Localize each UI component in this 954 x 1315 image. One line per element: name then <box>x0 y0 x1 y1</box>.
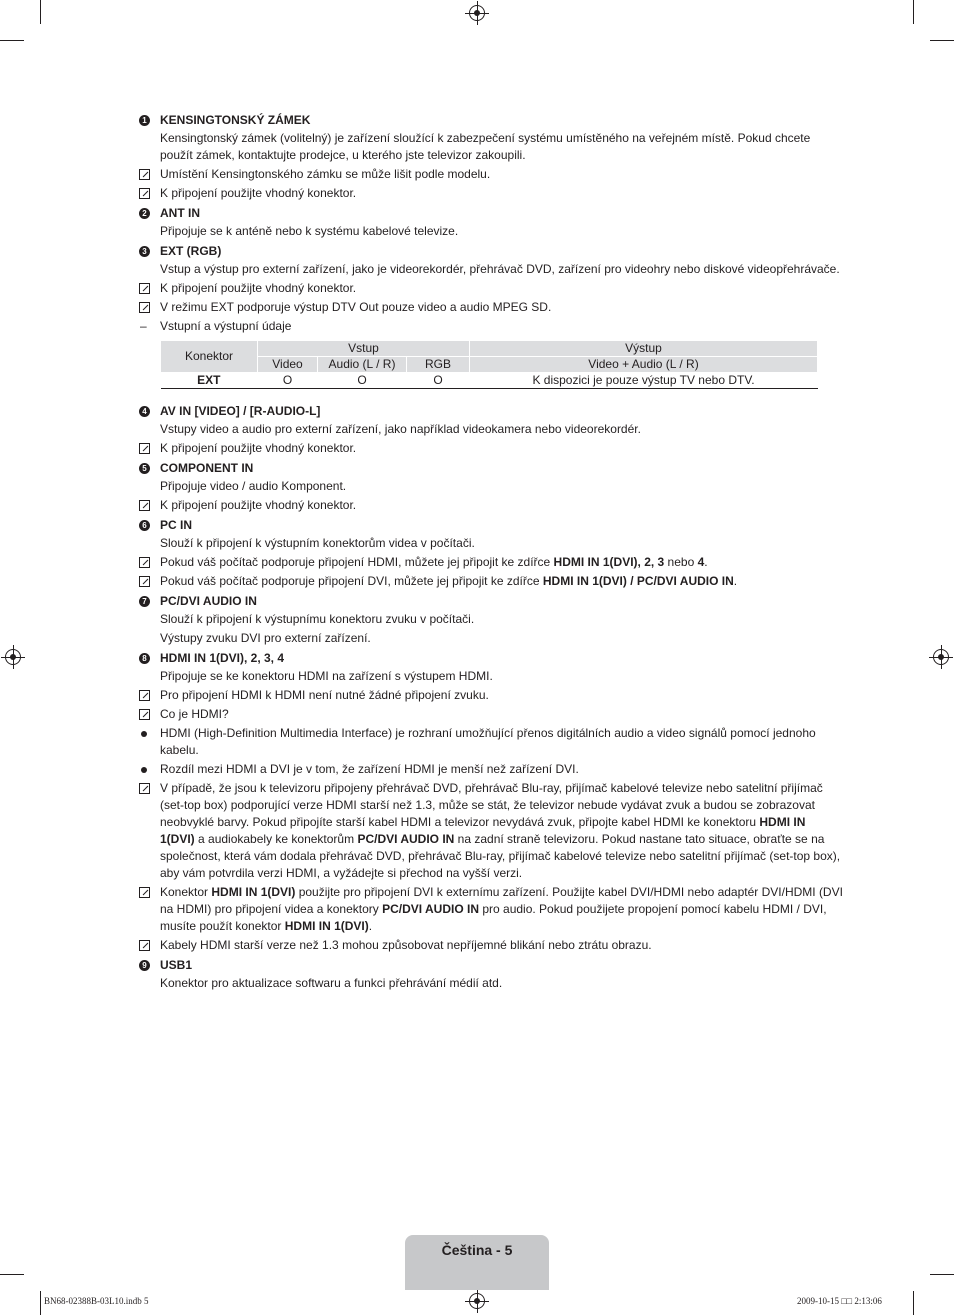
section-title: COMPONENT IN <box>160 461 254 475</box>
number-badge-icon: 5 <box>139 463 150 474</box>
table-cell: EXT <box>161 373 258 389</box>
page-number: Čeština - 5 <box>441 1242 513 1258</box>
note-icon <box>139 302 150 313</box>
section-title: AV IN [VIDEO] / [R-AUDIO-L] <box>160 404 321 418</box>
note-icon <box>139 169 150 180</box>
registration-mark-icon <box>469 5 485 21</box>
crop-mark <box>930 40 954 41</box>
note-icon <box>139 500 150 511</box>
number-badge-icon: 1 <box>139 115 150 126</box>
note: Kabely HDMI starší verze než 1.3 mohou způsobovat nepříjemné blikání nebo ztrátu obrazu. <box>137 937 843 954</box>
number-badge-icon: 9 <box>139 960 150 971</box>
registration-mark-icon <box>469 1293 485 1309</box>
note-icon <box>139 443 150 454</box>
section-kensington <box>137 112 843 164</box>
note: Co je HDMI? <box>137 706 843 723</box>
crop-mark <box>913 1291 914 1315</box>
note: Pokud váš počítač podporuje připojení DVI, můžete jej připojit ke zdířce HDMI IN 1(DVI) / PC/DVI AUDIO IN. <box>137 573 843 590</box>
print-slug-file: BN68-02388B-03L10.indb 5 <box>44 1296 149 1306</box>
table-header-rgb: RGB <box>407 357 470 373</box>
note: K připojení použijte vhodný konektor. <box>137 497 843 514</box>
note: Konektor HDMI IN 1(DVI) použijte pro připojení DVI k externímu zařízení. Použijte kabel DVI/HDMI nebo adaptér DVI/HDMI (DVI na HDMI) pro připojení videa a konektory PC/DVI AUDIO IN pro audio. Pokud použijete propojení pomocí kabelu HDMI / DVI, musíte použít konektor HDMI IN 1(DVI). <box>137 884 843 935</box>
table-row <box>161 373 818 389</box>
note-icon <box>139 557 150 568</box>
table-cell: K dispozici je pouze výstup TV nebo DTV. <box>470 373 818 389</box>
section-title: ANT IN <box>160 206 200 220</box>
note: K připojení použijte vhodný konektor. <box>137 280 843 297</box>
dash-item: – Vstupní a výstupní údaje <box>140 319 292 333</box>
section-title: EXT (RGB) <box>160 244 222 258</box>
bullet-icon <box>141 731 147 737</box>
section-title: PC/DVI AUDIO IN <box>160 594 257 608</box>
registration-mark-icon <box>5 649 21 665</box>
manual-content <box>137 109 843 994</box>
section-description: Slouží k připojení k výstupnímu konektoru zvuku v počítači. <box>160 612 475 626</box>
note: K připojení použijte vhodný konektor. <box>137 185 843 202</box>
io-table <box>160 341 818 389</box>
number-badge-icon: 2 <box>139 208 150 219</box>
section-description: Připojuje se k anténě nebo k systému kabelové televize. <box>160 224 459 238</box>
section-title: KENSINGTONSKÝ ZÁMEK <box>160 113 311 127</box>
note-icon <box>139 188 150 199</box>
crop-mark <box>0 1274 24 1275</box>
section-title: HDMI IN 1(DVI), 2, 3, 4 <box>160 651 285 665</box>
table-header-video: Video <box>258 357 318 373</box>
table-cell: O <box>407 373 470 389</box>
note-icon <box>139 709 150 720</box>
section-description: Vstup a výstup pro externí zařízení, jako je videorekordér, přehrávač DVD, zařízení pro videohry nebo diskové videopřehrávače. <box>160 262 840 276</box>
crop-mark <box>40 0 41 24</box>
table-header-audio: Audio (L / R) <box>318 357 407 373</box>
crop-mark <box>930 1274 954 1275</box>
note-icon <box>139 576 150 587</box>
number-badge-icon: 8 <box>139 653 150 664</box>
note-icon <box>139 783 150 794</box>
section-ext-rgb <box>137 243 843 278</box>
section-description: Konektor pro aktualizace softwaru a funkci přehrávání médií atd. <box>160 976 503 990</box>
section-title: PC IN <box>160 518 193 532</box>
section-description: Připojuje se ke konektoru HDMI na zařízení s výstupem HDMI. <box>160 669 493 683</box>
section-pc-dvi-audio-in <box>137 593 843 647</box>
registration-mark-icon <box>933 649 949 665</box>
crop-mark <box>0 40 24 41</box>
number-badge-icon: 3 <box>139 246 150 257</box>
section-component-in <box>137 460 843 495</box>
table-header-konektor: Konektor <box>161 341 258 373</box>
number-badge-icon: 7 <box>139 596 150 607</box>
note: V případě, že jsou k televizoru připojeny přehrávač DVD, přehrávač Blu-ray, přijímač kabelové televize nebo satelitní přijímač (set-top box) podporující verze HDMI starší než 1.3, může se stát, že televizor nebude vydávat zvuk a budou se zobrazovat neobvyklé barvy. Pokud připojíte starší kabel HDMI a televizor nevydává zvuk, připojte kabel HDMI ke konektoru HDMI IN 1(DVI) a audiokabely ke konektorům PC/DVI AUDIO IN na zadní straně televizoru. Pokud nastane tato situace, obraťte se na společnost, která vám dodala přehrávač DVD, přehrávač Blu-ray, přijímač kabelové televize nebo satelitní přijímač (set-top box), aby vám potvrdila verzi HDMI, a vyžádejte si přechod na vyšší verzi. <box>137 780 843 882</box>
bullet-item: HDMI (High-Definition Multimedia Interface) je rozhraní umožňující přenos digitálních audio a video signálů pomocí jednoho kabelu. <box>137 725 843 759</box>
note: Pro připojení HDMI k HDMI není nutné žádné připojení zvuku. <box>137 687 843 704</box>
table-header-out: Video + Audio (L / R) <box>470 357 818 373</box>
section-description: Připojuje video / audio Komponent. <box>160 479 347 493</box>
bullet-item: Rozdíl mezi HDMI a DVI je v tom, že zařízení HDMI je menší než zařízení DVI. <box>137 761 843 778</box>
section-description: Slouží k připojení k výstupním konektorům videa v počítači. <box>160 536 475 550</box>
table-header-vstup: Vstup <box>258 341 470 357</box>
note-icon <box>139 887 150 898</box>
section-title: USB1 <box>160 958 193 972</box>
section-description: Vstupy video a audio pro externí zařízení, jako například videokamera nebo videorekordér. <box>160 422 641 436</box>
section-hdmi-in <box>137 650 843 685</box>
section-pc-in <box>137 517 843 552</box>
dash-icon: – <box>140 319 147 333</box>
note: K připojení použijte vhodný konektor. <box>137 440 843 457</box>
section-description: Výstupy zvuku DVI pro externí zařízení. <box>160 631 371 645</box>
number-badge-icon: 4 <box>139 406 150 417</box>
section-ant-in <box>137 205 843 240</box>
table-header-vystup: Výstup <box>470 341 818 357</box>
note-icon <box>139 940 150 951</box>
bullet-icon <box>141 767 147 773</box>
section-usb1 <box>137 957 843 992</box>
section-description: Kensingtonský zámek (volitelný) je zařízení sloužící k zabezpečení systému umístěného na veřejném místě. Pokud chcete použít zámek, kontaktujte prodejce, u kterého jste televizor zakoupili. <box>160 131 811 162</box>
crop-mark <box>40 1291 41 1315</box>
table-cell: O <box>318 373 407 389</box>
table-cell: O <box>258 373 318 389</box>
section-av-in <box>137 403 843 438</box>
note-icon <box>139 690 150 701</box>
crop-mark <box>913 0 914 24</box>
number-badge-icon: 6 <box>139 520 150 531</box>
note: Pokud váš počítač podporuje připojení HDMI, můžete jej připojit ke zdířce HDMI IN 1(DVI), 2, 3 nebo 4. <box>137 554 843 571</box>
note-icon <box>139 283 150 294</box>
note: Umístění Kensingtonského zámku se může lišit podle modelu. <box>137 166 843 183</box>
print-slug-timestamp: 2009-10-15 □□ 2:13:06 <box>797 1296 882 1306</box>
note: V režimu EXT podporuje výstup DTV Out pouze video a audio MPEG SD. <box>137 299 843 316</box>
